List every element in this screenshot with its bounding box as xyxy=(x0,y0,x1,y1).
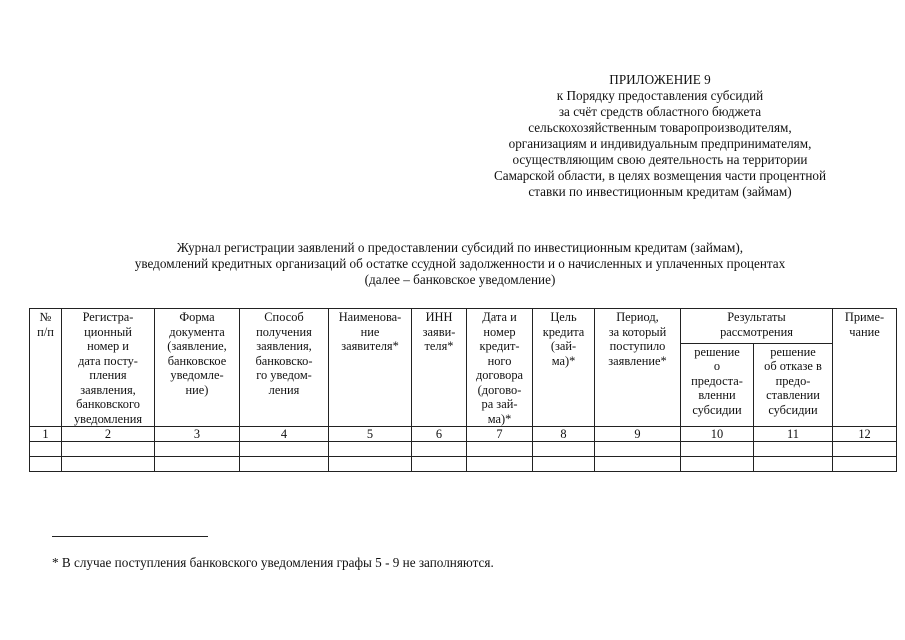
header-cell-grant-decision: решение о предоста- вленни субсидии xyxy=(681,343,754,426)
header-row xyxy=(30,309,897,344)
appendix-line: сельскохозяйственным товаропроизводителям, xyxy=(528,120,792,135)
journal-title-line: (далее – банковское уведомление) xyxy=(364,272,556,287)
column-number-row xyxy=(30,427,897,442)
journal-title xyxy=(30,240,890,288)
header-cell-credit-purpose: Цель кредита (зай- ма)* xyxy=(533,309,595,427)
footnote-divider xyxy=(52,536,208,537)
column-number: 2 xyxy=(62,427,155,442)
registration-table xyxy=(29,308,897,472)
column-number: 9 xyxy=(595,427,681,442)
header-cell-inn: ИНН заяви- теля* xyxy=(412,309,467,427)
appendix-line: ставки по инвестиционным кредитам (займам) xyxy=(528,184,792,199)
header-cell-receipt-method: Способ получения заявления, банковско- го уведом- ления xyxy=(240,309,329,427)
journal-title-line: уведомлений кредитных организаций об остатке ссудной задолженности и о начисленных и уплаченных процентах xyxy=(134,256,786,271)
header-cell-note: Приме- чание xyxy=(833,309,897,427)
footnote: * В случае поступления банковского уведомления графы 5 - 9 не заполняются. xyxy=(52,555,494,570)
header-cell-registration: Регистра- ционный номер и дата посту- пления заявления, банковского уведомления xyxy=(62,309,155,427)
column-number: 11 xyxy=(754,427,833,442)
header-cell-results: Результаты рассмотрения xyxy=(681,309,833,344)
header-cell-refusal-decision: решение об отказе в предо- ставлении субсидии xyxy=(754,343,833,426)
column-number: 12 xyxy=(833,427,897,442)
column-number: 7 xyxy=(467,427,533,442)
appendix-title: ПРИЛОЖЕНИЕ 9 xyxy=(609,72,711,87)
appendix-header xyxy=(440,72,880,200)
column-number: 5 xyxy=(329,427,412,442)
header-cell-contract: Дата и номер кредит- ного договора (догово- ра зай- ма)* xyxy=(467,309,533,427)
journal-title-line: Журнал регистрации заявлений о предоставлении субсидий по инвестиционным кредитам (займам), xyxy=(176,240,744,255)
header-cell-number: № п/п xyxy=(30,309,62,427)
header-cell-period: Период, за который поступило заявление* xyxy=(595,309,681,427)
table-row-empty xyxy=(30,442,897,457)
table-row-empty xyxy=(30,457,897,472)
column-number: 3 xyxy=(155,427,240,442)
column-number: 6 xyxy=(412,427,467,442)
appendix-line: организациям и индивидуальным предпринимателям, xyxy=(508,136,812,151)
appendix-line: за счёт средств областного бюджета xyxy=(558,104,762,119)
column-number: 1 xyxy=(30,427,62,442)
column-number: 8 xyxy=(533,427,595,442)
appendix-line: осуществляющим свою деятельность на территории xyxy=(512,152,808,167)
column-number: 10 xyxy=(681,427,754,442)
header-cell-applicant-name: Наименова- ние заявителя* xyxy=(329,309,412,427)
appendix-line: к Порядку предоставления субсидий xyxy=(556,88,764,103)
header-cell-document-form: Форма документа (заявление, банковское уведомле- ние) xyxy=(155,309,240,427)
appendix-line: Самарской области, в целях возмещения части процентной xyxy=(493,168,827,183)
column-number: 4 xyxy=(240,427,329,442)
